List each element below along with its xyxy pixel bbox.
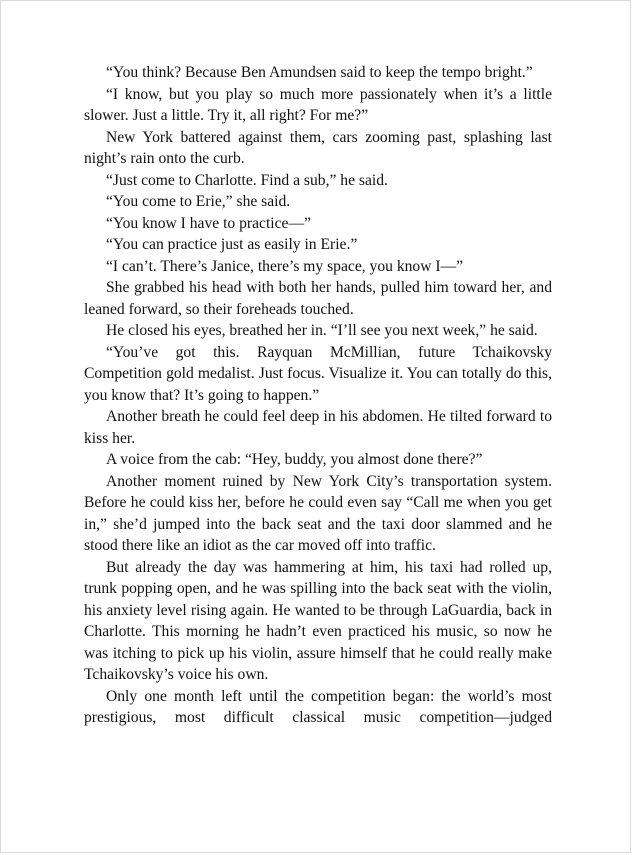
paragraph: A voice from the cab: “Hey, buddy, you almost done there?” [106,451,483,468]
body-text [84,62,552,729]
paragraph: “Just come to Charlotte. Find a sub,” he said. [106,171,388,189]
paragraph: “You think? Because Ben Amundsen said to keep the tempo bright.” [106,64,533,81]
paragraph: Another moment ruined by New York City’s transportation system. Before he could kiss her, before he could even say “Call me when you get in,” she’d jumped into the back seat and the taxi door slammed and he stood there like an idiot as the car moved off into traffic. [84,472,552,554]
paragraph: He closed his eyes, breathed her in. “I’ll see you next week,” he said. [106,322,538,339]
paragraph: “You know I have to practice—” [106,214,311,232]
paragraph: But already the day was hammering at him, his taxi had rolled up, trunk popping open, and he was spilling into the back seat with the violin, his anxiety level rising again. He wanted to be through LaGuardia, back in Charlotte. This morning he hadn’t even practiced his music, so now he was itching to pick up his violin, assure himself that he could really make Tchaikovsky’s voice his own. [84,558,552,683]
paragraph: She grabbed his head with both her hands, pulled him toward her, and leaned forward, so their foreheads touched. [84,279,552,318]
paragraph: “I know, but you play so much more passionately when it’s a little slower. Just a little. Try it, all right? For me?” [84,85,552,124]
paragraph: “You come to Erie,” she said. [106,193,291,210]
paragraph: “You’ve got this. Rayquan McMillian, future Tchaikovsky Competition gold medalist. Just focus. Visualize it. You can totally do this, you know that? It’s going to happen.” [84,343,552,404]
paragraph: “You can practice just as easily in Erie.” [106,236,358,253]
paragraph: “I can’t. There’s Janice, there’s my space, you know I—” [106,257,464,275]
paragraph: Another breath he could feel deep in his abdomen. He tilted forward to kiss her. [84,408,552,447]
paragraph: New York battered against them, cars zooming past, splashing last night’s rain onto the curb. [84,128,552,167]
paragraph: Only one month left until the competition began: the world’s most prestigious, most difficult classical music competition—judged [84,687,552,726]
